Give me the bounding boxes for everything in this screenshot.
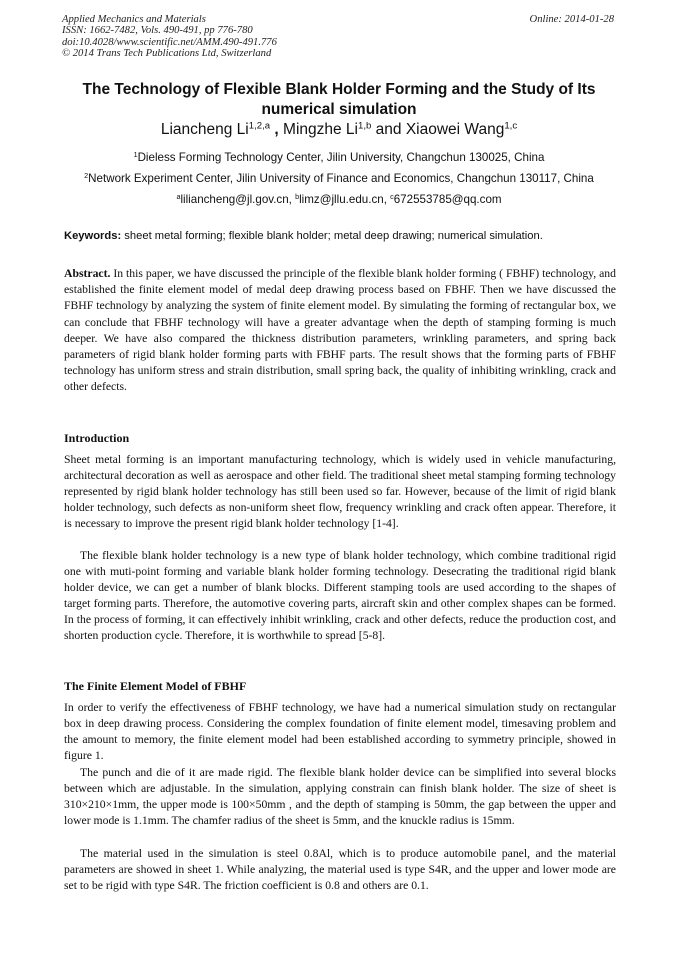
online-date: Online: 2014-01-28 [529,14,614,25]
abstract [64,266,616,396]
doi-link[interactable]: doi:10.4028/www.scientific.net/AMM.490-491.776 [62,36,277,48]
abstract-text: In this paper, we have discussed the principle of the flexible blank holder forming ( FBHF) technology, and established the finite element model of medal deep drawing process based on FBHF. Then we have discussed the FBHF technology by analyzing the system of finite element model. By simulating the forming of rectangular box, we can conclude that FBHF technology will have a greater advantage when the depth of stamping forming is much deeper. We have also compared the thickness distribution parameters, wrinkling parameters, and spring back parameters of rigid blank holder forming parts with FBHF parts. The result shows that the forming parts of FBHF technology has uniform stress and strain distribution, small spring back, the quality of inhibiting wrinkling, crack and other defects. [64,267,616,394]
author-separator: and [371,121,406,138]
introduction-paragraph: The flexible blank holder technology is a new type of blank holder technology, which combine traditional rigid one with muti-point forming and variable blank holder forming technology. Desecrating the traditional rigid blank holder device, we can get a number of blank blocks. Different stamping tools are used according to the shapes of target forming parts. Therefore, the automotive covering parts, aircraft skin and other complex shapes can be formed. In the process of forming, it can effectively inhibit wrinkling, crack and other defects, reduce the production cost, and shorten production cycle. Therefore, it is worthwhile to spread [5-8]. [64,549,616,643]
email-line [50,193,628,207]
issn-line: ISSN: 1662-7482, Vols. 490-491, pp 776-780 [62,25,253,37]
journal-header [62,14,277,60]
affiliation-1 [50,151,628,165]
introduction-heading: Introduction [64,431,130,445]
fem-paragraph: In order to verify the effectiveness of FBHF technology, we have had a numerical simulation study on rectangular box in deep drawing process. Considering the complex foundation of finite element model, timesaving problem and the amount to memory, the finite element model had been established according to symmetry principle, showed in figure 1. [64,701,616,763]
keywords-text: sheet metal forming; flexible blank holder; metal deep drawing; numerical simulation. [121,230,543,242]
email-marker: a [176,192,181,202]
affiliation-marker: 1 [133,150,138,160]
author-affiliation-marker: 1,b [358,120,372,132]
author-affiliation-marker: 1,2,a [248,120,271,132]
author-name: Xiaowei Wang [405,121,505,138]
email-marker: c [390,192,394,202]
email-address[interactable]: 672553785@qq.com [393,193,502,206]
author-name: Mingzhe Li [283,121,358,138]
fem-paragraph: The material used in the simulation is steel 0.8Al, which is to produce automobile panel, and the material parameters are showed in sheet 1. While analyzing, the material used is type S4R, and the upper and lower mode are set to be rigid with type S4R. The friction coefficient is 0.8 and others are 0.1. [64,847,616,893]
author-separator: , [270,121,284,138]
author-name: Liancheng Li [160,121,249,138]
author-affiliation-marker: 1,c [504,120,518,132]
email-address[interactable]: limz@jllu.edu.cn, [299,193,391,206]
affiliation-text: Dieless Forming Technology Center, Jilin University, Changchun 130025, China [137,151,545,164]
paper-title: The Technology of Flexible Blank Holder Forming and the Study of Its numerical simulation [82,81,596,118]
author-list [60,120,618,139]
affiliation-2 [50,172,628,186]
email-address[interactable]: liliancheng@jl.gov.cn, [180,193,296,206]
fem-paragraph: The punch and die of it are made rigid. The flexible blank holder device can be simplified into several blocks between which are adjustable. In the simulation, applying constrain can finish blank holder. The size of sheet is 310×210×1mm, the upper mode is 100×50mm , and the depth of stamping is 50mm, the gap between the upper and lower mode is 1.1mm. The chamfer radius of the sheet is 5mm, and the knuckle radius is 15mm. [64,766,616,828]
keywords-label: Keywords: [64,230,122,242]
journal-name: Applied Mechanics and Materials [62,14,206,25]
email-marker: b [295,192,300,202]
copyright-line: © 2014 Trans Tech Publications Ltd, Switzerland [62,48,272,60]
keywords [64,229,616,243]
introduction-paragraph: Sheet metal forming is an important manufacturing technology, which is widely used in vehicle manufacturing, architectural decoration as well as aerospace and other field. The traditional sheet metal stamping forming technology represented by rigid blank holder technology has still been used so far. However, because of the limit of rigid blank holder technology, such defects as non-uniform sheet flow, frequency wrinkling and crack often appear. Therefore, it is necessary to improve the present rigid blank holder technology [1-4]. [64,453,616,531]
abstract-label: Abstract. [64,267,111,280]
fem-heading: The Finite Element Model of FBHF [64,679,247,693]
affiliation-text: Network Experiment Center, Jilin University of Finance and Economics, Changchun 130117, China [88,172,594,185]
affiliation-marker: 2 [84,171,89,181]
